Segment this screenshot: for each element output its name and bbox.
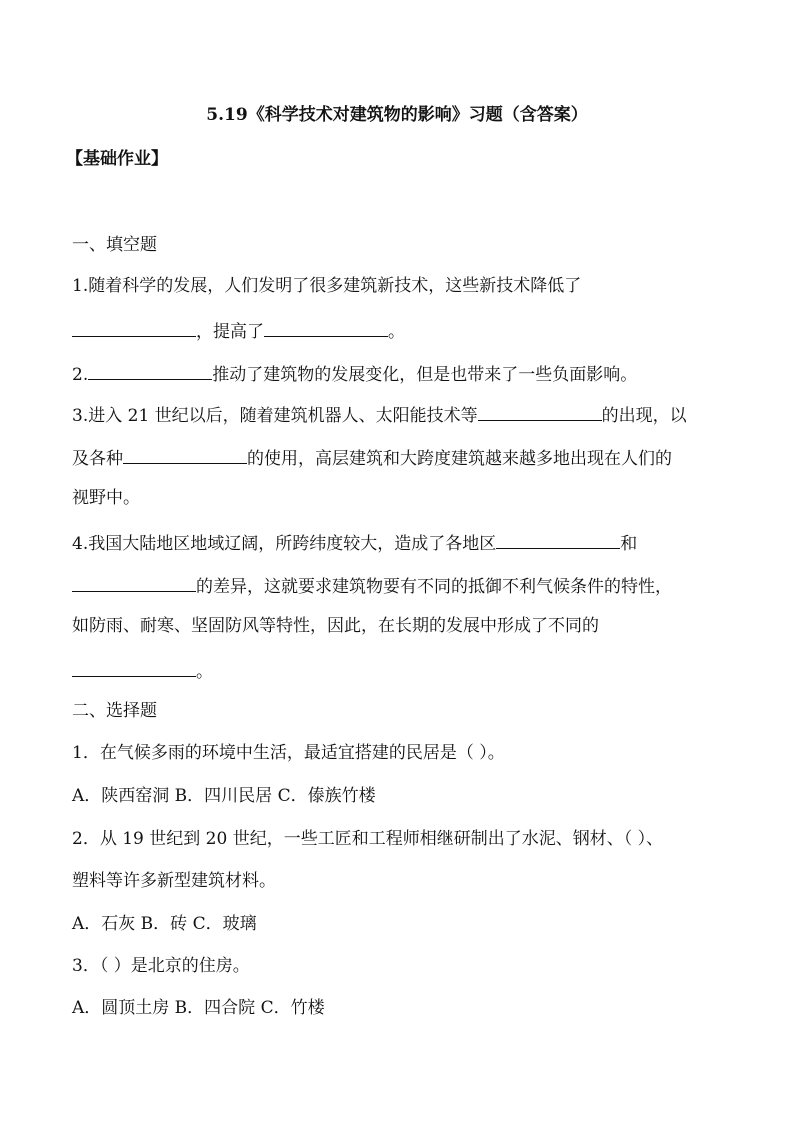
c2-line1: 2．从 19 世纪到 20 世纪，一些工匠和工程师相继研制出了水泥、钢材、（ ）、 — [72, 829, 664, 849]
q4-line4-suffix: 。 — [196, 662, 213, 682]
part1-heading: 一、填空题 — [72, 235, 157, 255]
q4-line4 — [72, 658, 213, 683]
q3-line1 — [72, 402, 687, 427]
q4-blank-1[interactable] — [496, 530, 620, 549]
q4-line2-suffix: 的差异，这就要求建筑物要有不同的抵御不利气候条件的特性， — [196, 577, 672, 597]
c1-question: 1．在气候多雨的环境中生活，最适宜搭建的民居是（ ）。 — [72, 743, 505, 763]
q3-line2-suffix: 的使用，高层建筑和大跨度建筑越来越多地出现在人们的 — [247, 449, 672, 469]
section-basic-homework: 【基础作业】 — [66, 149, 168, 169]
q4-line1 — [72, 530, 637, 555]
c2-options: A．石灰 B．砖 C．玻璃 — [72, 914, 257, 934]
q4-line2 — [72, 573, 672, 598]
q3-line2 — [72, 445, 672, 470]
q3-line3: 视野中。 — [72, 488, 140, 508]
q2-suffix: 推动了建筑物的发展变化，但是也带来了一些负面影响。 — [212, 365, 638, 385]
q4-line1-prefix: 4.我国大陆地区地域辽阔，所跨纬度较大，造成了各地区 — [72, 534, 497, 554]
part2-heading: 二、选择题 — [72, 701, 157, 721]
q3-line2-prefix: 及各种 — [72, 449, 123, 469]
c3-options: A．圆顶土房 B．四合院 C．竹楼 — [72, 998, 325, 1018]
q4-line1-suffix: 和 — [620, 534, 638, 554]
q1-blank-2[interactable] — [264, 318, 388, 337]
q4-line3: 如防雨、耐寒、坚固防风等特性，因此，在长期的发展中形成了不同的 — [72, 616, 599, 636]
q1-blank-1[interactable] — [72, 318, 196, 337]
q3-blank-1[interactable] — [478, 402, 602, 421]
q4-blank-2[interactable] — [72, 573, 196, 592]
q1-end-text: 。 — [388, 322, 405, 342]
q1-line2 — [72, 318, 405, 343]
q2-blank[interactable] — [88, 361, 212, 380]
q2-line — [72, 361, 637, 386]
document-title: 5.19《科学技术对建筑物的影响》习题（含答案） — [206, 105, 588, 125]
q3-blank-2[interactable] — [123, 445, 247, 464]
q3-line1-suffix: 的出现，以 — [601, 406, 687, 426]
q1-mid-text: ，提高了 — [196, 322, 264, 342]
q3-line1-prefix: 3.进入 21 世纪以后，随着建筑机器人、太阳能技术等 — [72, 406, 478, 426]
c2-line2: 塑料等许多新型建筑材料。 — [72, 871, 276, 891]
c3-question: 3．（ ）是北京的住房。 — [72, 956, 250, 976]
c1-options: A．陕西窑洞 B．四川民居 C．傣族竹楼 — [72, 786, 376, 806]
q1-line1: 1.随着科学的发展，人们发明了很多建筑新技术，这些新技术降低了 — [72, 276, 582, 296]
q4-blank-3[interactable] — [72, 658, 196, 677]
q2-prefix: 2. — [72, 365, 89, 385]
